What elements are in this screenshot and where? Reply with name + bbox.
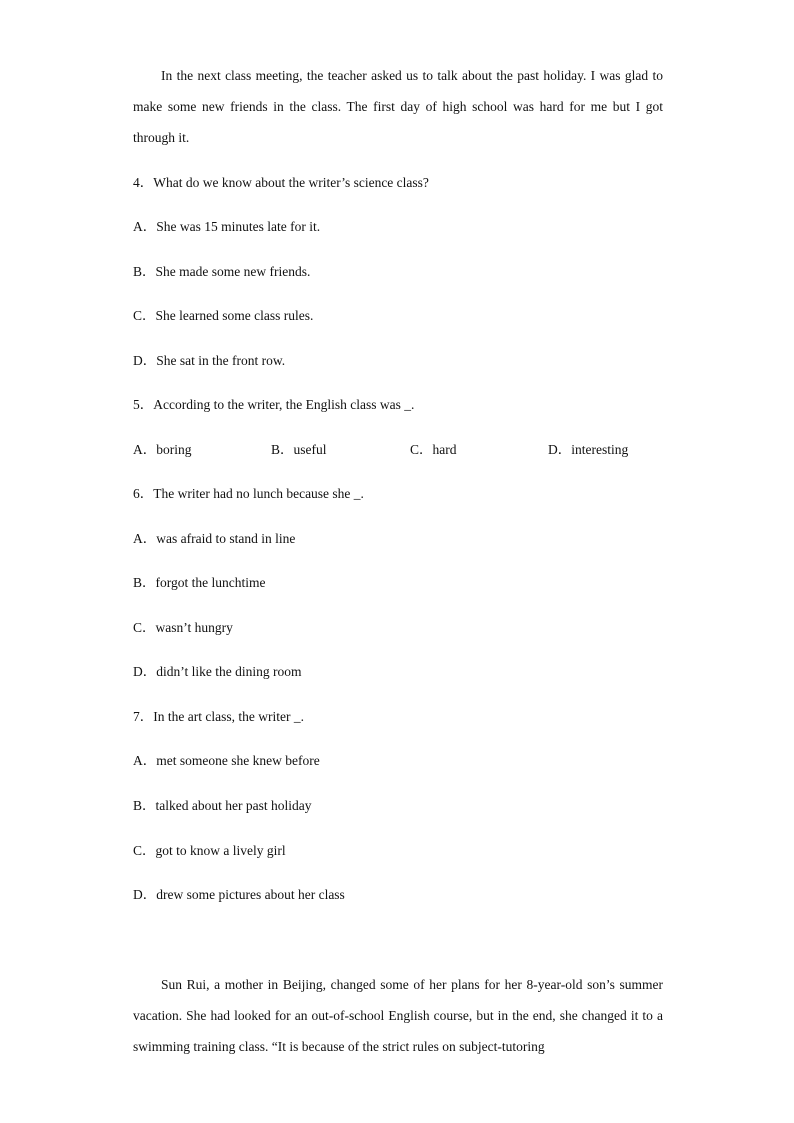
question-5-stem: 5．According to the writer, the English class was _.: [133, 397, 415, 412]
question-6-option-c: C．wasn’t hungry: [133, 620, 233, 635]
question-7-option-c: C．got to know a lively girl: [133, 843, 286, 858]
question-5-option-a: A．boring: [133, 442, 192, 457]
question-6-option-d: D．didn’t like the dining room: [133, 664, 302, 679]
question-4-stem: 4．What do we know about the writer’s science class?: [133, 175, 429, 190]
question-5-option-d: D．interesting: [548, 442, 629, 457]
question-7-option-d: D．drew some pictures about her class: [133, 887, 345, 902]
question-5-option-b: B．useful: [271, 442, 327, 457]
question-4-option-a: A．She was 15 minutes late for it.: [133, 219, 321, 234]
passage-paragraph: In the next class meeting, the teacher asked us to talk about the past holiday. I was glad to make some new friends in the class. The first day of high school was hard for me but I got through it.: [133, 68, 663, 145]
question-4-option-c: C．She learned some class rules.: [133, 308, 314, 323]
question-5-option-c: C．hard: [410, 442, 457, 457]
question-4-option-b: B．She made some new friends.: [133, 264, 311, 279]
question-7-option-a: A．met someone she knew before: [133, 753, 320, 768]
question-4-option-d: D．She sat in the front row.: [133, 353, 286, 368]
question-6-option-b: B．forgot the lunchtime: [133, 575, 266, 590]
question-6-stem: 6．The writer had no lunch because she _.: [133, 486, 364, 501]
question-7-option-b: B．talked about her past holiday: [133, 798, 312, 813]
question-7-stem: 7．In the art class, the writer _.: [133, 709, 304, 724]
passage-paragraph-next: Sun Rui, a mother in Beijing, changed some of her plans for her 8-year-old son’s summer vacation. She had looked for an out-of-school English course, but in the end, she changed it to a swimming training class. “It is because of the strict rules on subject-tutoring: [133, 977, 663, 1054]
question-5-options: [133, 441, 663, 459]
question-6-option-a: A．was afraid to stand in line: [133, 531, 296, 546]
